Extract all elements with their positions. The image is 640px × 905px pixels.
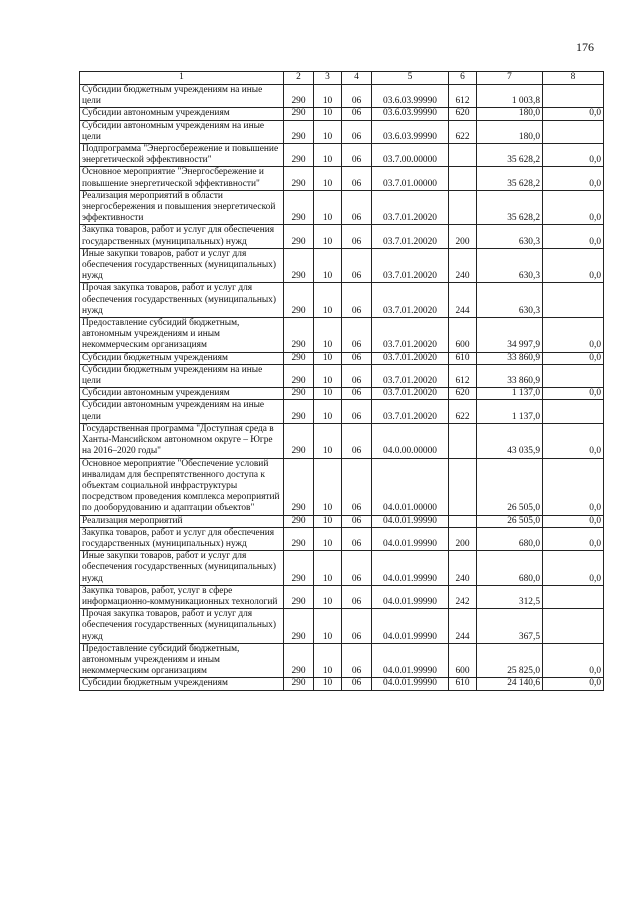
- row-subsection-cell: 06: [342, 388, 372, 400]
- header-cell: 7: [477, 72, 543, 85]
- row-expense-type-cell: [449, 190, 477, 225]
- row-expense-type-cell: 620: [449, 108, 477, 120]
- row-name-cell: Основное мероприятие "Обеспечение условий инвалидам для беспрепятственного доступа к объектам социальной инфраструктуры посредством проведения комплекса мероприятий по дооборудованию и адаптации объектов": [80, 458, 284, 515]
- row-section-cell: 10: [314, 585, 342, 608]
- row-extra-cell: 0,0: [543, 318, 604, 353]
- row-subsection-cell: 06: [342, 643, 372, 678]
- row-code-cell: 290: [284, 423, 314, 458]
- row-target-article-cell: 03.7.01.20020: [372, 318, 449, 353]
- row-amount-cell: 26 505,0: [477, 515, 543, 527]
- row-code-cell: 290: [284, 144, 314, 167]
- row-name-cell: Прочая закупка товаров, работ и услуг для обеспечения государственных (муниципальных) нужд: [80, 609, 284, 644]
- row-target-article-cell: 03.7.01.20020: [372, 400, 449, 423]
- table-header-row: [80, 72, 604, 85]
- row-section-cell: 10: [314, 678, 342, 690]
- row-target-article-cell: 04.0.01.99990: [372, 678, 449, 690]
- row-subsection-cell: 06: [342, 609, 372, 644]
- row-code-cell: 290: [284, 678, 314, 690]
- row-code-cell: 290: [284, 527, 314, 550]
- row-expense-type-cell: 200: [449, 225, 477, 248]
- table-body: [80, 85, 604, 691]
- row-amount-cell: 25 825,0: [477, 643, 543, 678]
- row-expense-type-cell: [449, 515, 477, 527]
- row-target-article-cell: 04.0.00.00000: [372, 423, 449, 458]
- row-code-cell: 290: [284, 318, 314, 353]
- row-amount-cell: 33 860,9: [477, 352, 543, 364]
- row-extra-cell: [543, 585, 604, 608]
- row-name-cell: Субсидии бюджетным учреждениям на иные цели: [80, 364, 284, 387]
- row-name-cell: Иные закупки товаров, работ и услуг для обеспечения государственных (муниципальных) нужд: [80, 551, 284, 586]
- row-subsection-cell: 06: [342, 400, 372, 423]
- row-extra-cell: 0,0: [543, 643, 604, 678]
- row-amount-cell: 680,0: [477, 551, 543, 586]
- row-extra-cell: 0,0: [543, 108, 604, 120]
- row-section-cell: 10: [314, 388, 342, 400]
- row-code-cell: 290: [284, 364, 314, 387]
- row-target-article-cell: 03.7.01.20020: [372, 388, 449, 400]
- row-amount-cell: 33 860,9: [477, 364, 543, 387]
- row-extra-cell: 0,0: [543, 190, 604, 225]
- row-target-article-cell: 04.0.01.00000: [372, 458, 449, 515]
- row-code-cell: 290: [284, 585, 314, 608]
- row-name-cell: Закупка товаров, работ и услуг для обеспечения государственных (муниципальных) нужд: [80, 225, 284, 248]
- row-extra-cell: [543, 400, 604, 423]
- row-expense-type-cell: 612: [449, 85, 477, 108]
- row-name-cell: Реализация мероприятий: [80, 515, 284, 527]
- row-section-cell: 10: [314, 85, 342, 108]
- row-name-cell: Субсидии автономным учреждениям: [80, 388, 284, 400]
- row-code-cell: 290: [284, 643, 314, 678]
- row-subsection-cell: 06: [342, 225, 372, 248]
- row-expense-type-cell: 600: [449, 643, 477, 678]
- row-name-cell: Закупка товаров, работ и услуг для обеспечения государственных (муниципальных) нужд: [80, 527, 284, 550]
- row-name-cell: Закупка товаров, работ, услуг в сфере информационно-коммуникационных технологий: [80, 585, 284, 608]
- row-section-cell: 10: [314, 364, 342, 387]
- row-amount-cell: 1 137,0: [477, 388, 543, 400]
- row-extra-cell: 0,0: [543, 144, 604, 167]
- row-amount-cell: 35 628,2: [477, 167, 543, 190]
- row-amount-cell: 630,3: [477, 283, 543, 318]
- row-section-cell: 10: [314, 190, 342, 225]
- row-target-article-cell: 03.7.01.20020: [372, 248, 449, 283]
- row-name-cell: Государственная программа "Доступная среда в Ханты-Мансийском автономном округе – Югре на 2016–2020 годы": [80, 423, 284, 458]
- row-amount-cell: 630,3: [477, 248, 543, 283]
- row-expense-type-cell: 240: [449, 248, 477, 283]
- row-extra-cell: 0,0: [543, 678, 604, 690]
- row-subsection-cell: 06: [342, 283, 372, 318]
- row-target-article-cell: 03.6.03.99990: [372, 108, 449, 120]
- row-expense-type-cell: [449, 458, 477, 515]
- row-name-cell: Предоставление субсидий бюджетным, автономным учреждениям и иным некоммерческим организациям: [80, 318, 284, 353]
- table-row: [80, 120, 604, 143]
- row-code-cell: 290: [284, 609, 314, 644]
- row-subsection-cell: 06: [342, 678, 372, 690]
- header-cell: 5: [372, 72, 449, 85]
- row-subsection-cell: 06: [342, 551, 372, 586]
- row-subsection-cell: 06: [342, 364, 372, 387]
- row-amount-cell: 26 505,0: [477, 458, 543, 515]
- row-extra-cell: 0,0: [543, 225, 604, 248]
- row-section-cell: 10: [314, 225, 342, 248]
- table-row: [80, 388, 604, 400]
- header-cell: 2: [284, 72, 314, 85]
- row-subsection-cell: 06: [342, 585, 372, 608]
- row-expense-type-cell: 610: [449, 678, 477, 690]
- row-name-cell: Предоставление субсидий бюджетным, автономным учреждениям и иным некоммерческим организациям: [80, 643, 284, 678]
- row-name-cell: Субсидии бюджетным учреждениям на иные цели: [80, 85, 284, 108]
- row-amount-cell: 180,0: [477, 120, 543, 143]
- row-target-article-cell: 04.0.01.99990: [372, 515, 449, 527]
- row-expense-type-cell: 612: [449, 364, 477, 387]
- row-expense-type-cell: 200: [449, 527, 477, 550]
- row-code-cell: 290: [284, 400, 314, 423]
- row-name-cell: Подпрограмма "Энергосбережение и повышение энергетической эффективности": [80, 144, 284, 167]
- row-section-cell: 10: [314, 515, 342, 527]
- row-subsection-cell: 06: [342, 527, 372, 550]
- row-code-cell: 290: [284, 551, 314, 586]
- row-target-article-cell: 03.6.03.99990: [372, 120, 449, 143]
- row-name-cell: Субсидии автономным учреждениям на иные цели: [80, 400, 284, 423]
- row-amount-cell: 1 137,0: [477, 400, 543, 423]
- row-amount-cell: 680,0: [477, 527, 543, 550]
- row-target-article-cell: 03.7.01.00000: [372, 167, 449, 190]
- table-row: [80, 400, 604, 423]
- row-amount-cell: 43 035,9: [477, 423, 543, 458]
- row-amount-cell: 35 628,2: [477, 190, 543, 225]
- row-extra-cell: 0,0: [543, 527, 604, 550]
- row-subsection-cell: 06: [342, 318, 372, 353]
- table-row: [80, 527, 604, 550]
- row-section-cell: 10: [314, 423, 342, 458]
- table-row: [80, 167, 604, 190]
- row-section-cell: 10: [314, 248, 342, 283]
- row-extra-cell: 0,0: [543, 248, 604, 283]
- table-row: [80, 609, 604, 644]
- row-target-article-cell: 03.7.01.20020: [372, 225, 449, 248]
- row-expense-type-cell: 600: [449, 318, 477, 353]
- table-row: [80, 364, 604, 387]
- row-expense-type-cell: 620: [449, 388, 477, 400]
- row-name-cell: Субсидии бюджетным учреждениям: [80, 678, 284, 690]
- row-extra-cell: [543, 283, 604, 318]
- table-row: [80, 190, 604, 225]
- row-extra-cell: 0,0: [543, 388, 604, 400]
- row-section-cell: 10: [314, 108, 342, 120]
- row-extra-cell: 0,0: [543, 423, 604, 458]
- table-row: [80, 248, 604, 283]
- row-subsection-cell: 06: [342, 515, 372, 527]
- row-code-cell: 290: [284, 108, 314, 120]
- row-expense-type-cell: [449, 423, 477, 458]
- row-section-cell: 10: [314, 144, 342, 167]
- header-cell: 6: [449, 72, 477, 85]
- row-amount-cell: 1 003,8: [477, 85, 543, 108]
- row-name-cell: Реализация мероприятий в области энергосбережения и повышения энергетической эффективности: [80, 190, 284, 225]
- table-row: [80, 458, 604, 515]
- row-expense-type-cell: [449, 144, 477, 167]
- row-target-article-cell: 04.0.01.99990: [372, 551, 449, 586]
- row-section-cell: 10: [314, 283, 342, 318]
- row-subsection-cell: 06: [342, 458, 372, 515]
- row-amount-cell: 35 628,2: [477, 144, 543, 167]
- header-cell: 8: [543, 72, 604, 85]
- row-target-article-cell: 04.0.01.99990: [372, 643, 449, 678]
- row-target-article-cell: 03.7.00.00000: [372, 144, 449, 167]
- row-code-cell: 290: [284, 458, 314, 515]
- header-cell: 4: [342, 72, 372, 85]
- table-row: [80, 318, 604, 353]
- row-expense-type-cell: 622: [449, 120, 477, 143]
- row-amount-cell: 630,3: [477, 225, 543, 248]
- row-target-article-cell: 03.6.03.99990: [372, 85, 449, 108]
- row-code-cell: 290: [284, 190, 314, 225]
- row-code-cell: 290: [284, 283, 314, 318]
- row-extra-cell: [543, 85, 604, 108]
- row-target-article-cell: 03.7.01.20020: [372, 190, 449, 225]
- row-extra-cell: [543, 120, 604, 143]
- table-row: [80, 423, 604, 458]
- table-row: [80, 225, 604, 248]
- header-cell: 1: [80, 72, 284, 85]
- table-row: [80, 283, 604, 318]
- row-code-cell: 290: [284, 85, 314, 108]
- row-target-article-cell: 04.0.01.99990: [372, 585, 449, 608]
- row-extra-cell: [543, 609, 604, 644]
- table-row: [80, 551, 604, 586]
- row-code-cell: 290: [284, 352, 314, 364]
- row-section-cell: 10: [314, 643, 342, 678]
- row-amount-cell: 34 997,9: [477, 318, 543, 353]
- row-amount-cell: 367,5: [477, 609, 543, 644]
- row-code-cell: 290: [284, 167, 314, 190]
- row-section-cell: 10: [314, 551, 342, 586]
- row-subsection-cell: 06: [342, 120, 372, 143]
- row-subsection-cell: 06: [342, 248, 372, 283]
- row-name-cell: Иные закупки товаров, работ и услуг для обеспечения государственных (муниципальных) нужд: [80, 248, 284, 283]
- row-target-article-cell: 03.7.01.20020: [372, 283, 449, 318]
- row-code-cell: 290: [284, 515, 314, 527]
- row-extra-cell: 0,0: [543, 167, 604, 190]
- row-amount-cell: 180,0: [477, 108, 543, 120]
- row-section-cell: 10: [314, 609, 342, 644]
- row-section-cell: 10: [314, 167, 342, 190]
- row-expense-type-cell: 622: [449, 400, 477, 423]
- row-subsection-cell: 06: [342, 85, 372, 108]
- row-name-cell: Основное мероприятие "Энергосбережение и повышение энергетической эффективности": [80, 167, 284, 190]
- row-expense-type-cell: 240: [449, 551, 477, 586]
- row-code-cell: 290: [284, 248, 314, 283]
- row-subsection-cell: 06: [342, 190, 372, 225]
- row-name-cell: Субсидии автономным учреждениям на иные цели: [80, 120, 284, 143]
- row-amount-cell: 24 140,6: [477, 678, 543, 690]
- row-extra-cell: [543, 364, 604, 387]
- table-row: [80, 643, 604, 678]
- page-number: 176: [576, 40, 594, 54]
- table-row: [80, 678, 604, 690]
- row-section-cell: 10: [314, 352, 342, 364]
- row-target-article-cell: 04.0.01.99990: [372, 609, 449, 644]
- row-section-cell: 10: [314, 318, 342, 353]
- row-section-cell: 10: [314, 120, 342, 143]
- table-row: [80, 85, 604, 108]
- header-cell: 3: [314, 72, 342, 85]
- row-name-cell: Субсидии бюджетным учреждениям: [80, 352, 284, 364]
- row-extra-cell: 0,0: [543, 352, 604, 364]
- row-subsection-cell: 06: [342, 423, 372, 458]
- row-extra-cell: 0,0: [543, 551, 604, 586]
- row-expense-type-cell: 244: [449, 609, 477, 644]
- table-row: [80, 144, 604, 167]
- row-target-article-cell: 03.7.01.20020: [372, 364, 449, 387]
- table-row: [80, 108, 604, 120]
- row-target-article-cell: 03.7.01.20020: [372, 352, 449, 364]
- row-amount-cell: 312,5: [477, 585, 543, 608]
- row-section-cell: 10: [314, 458, 342, 515]
- row-expense-type-cell: 242: [449, 585, 477, 608]
- row-expense-type-cell: [449, 167, 477, 190]
- row-section-cell: 10: [314, 527, 342, 550]
- row-subsection-cell: 06: [342, 352, 372, 364]
- row-code-cell: 290: [284, 225, 314, 248]
- row-extra-cell: 0,0: [543, 458, 604, 515]
- row-target-article-cell: 04.0.01.99990: [372, 527, 449, 550]
- row-subsection-cell: 06: [342, 108, 372, 120]
- row-name-cell: Субсидии автономным учреждениям: [80, 108, 284, 120]
- row-code-cell: 290: [284, 388, 314, 400]
- table-row: [80, 585, 604, 608]
- row-extra-cell: 0,0: [543, 515, 604, 527]
- table-row: [80, 515, 604, 527]
- table-row: [80, 352, 604, 364]
- budget-table: [79, 71, 604, 691]
- row-expense-type-cell: 244: [449, 283, 477, 318]
- row-subsection-cell: 06: [342, 144, 372, 167]
- row-expense-type-cell: 610: [449, 352, 477, 364]
- row-subsection-cell: 06: [342, 167, 372, 190]
- row-section-cell: 10: [314, 400, 342, 423]
- row-code-cell: 290: [284, 120, 314, 143]
- row-name-cell: Прочая закупка товаров, работ и услуг для обеспечения государственных (муниципальных) нужд: [80, 283, 284, 318]
